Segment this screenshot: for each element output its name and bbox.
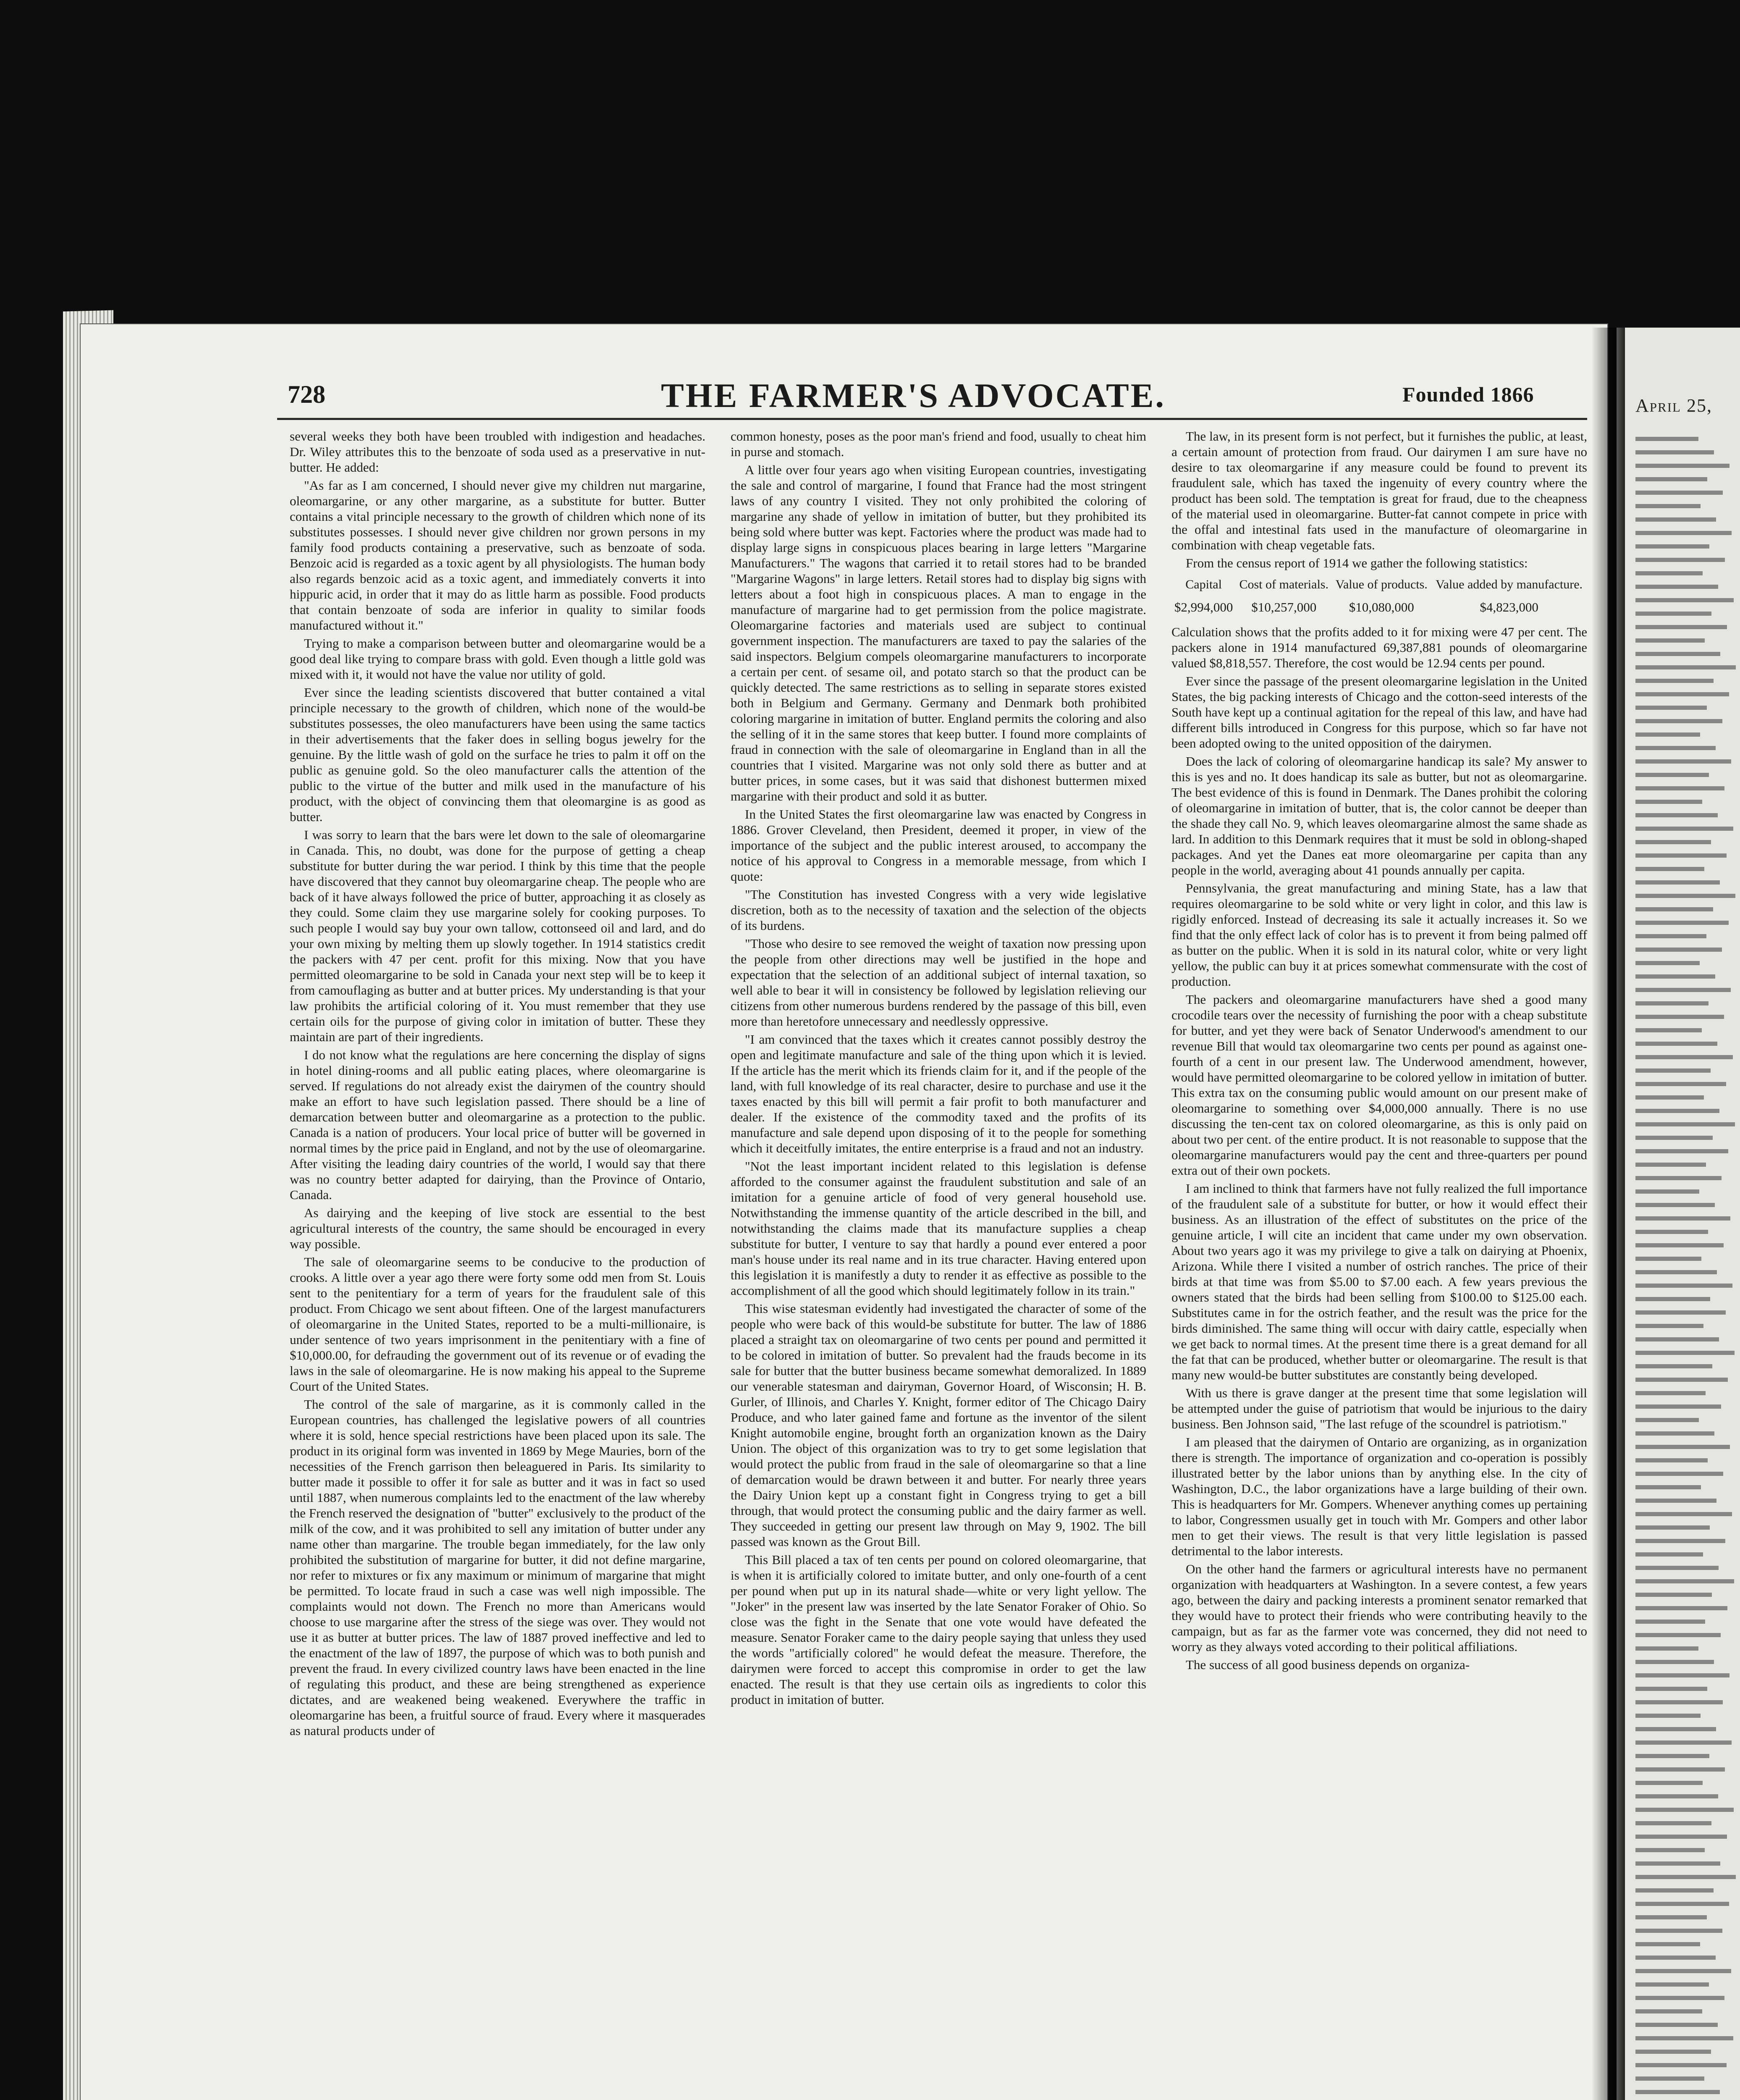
facing-page-text-line [1635, 880, 1720, 885]
facing-page-text-line [1635, 1095, 1704, 1100]
facing-page-text-line [1635, 558, 1725, 562]
facing-page-text-line [1635, 612, 1711, 616]
paragraph: As dairying and the keeping of live stock are essential to the best agricultural interests of the country, the same should be encouraged in every way possible. [290, 1205, 705, 1251]
facing-page-text-line [1635, 1297, 1710, 1301]
paragraph: Pennsylvania, the great manufacturing and mining State, has a law that requires oleomargarine to be sold white or very light in color, and this law is rigidly enforced. Instead of decreasing its sale it actually increases it. So we find that the only effect lack of color has is to prevent it from being palmed off as butter on the public. When it is sold in its natural color, white or very light yellow, the public can buy it at prices somewhat commensurate with the cost of production. [1171, 881, 1587, 989]
paragraph: I am pleased that the dairymen of Ontario are organizing, as in organization there is strength. The importance of organization and co-operation is possibly illustrated better by the labor unions than by anything else. In the city of Washington, D.C., the labor organizations have a large building of their own. This is headquarters for Mr. Gompers. Whenever anything comes up pertaining to labor, Congressmen usually get in touch with Mr. Gompers and other labor men to get their views. The result is that very little legislation is passed detrimental to the labor interests. [1171, 1435, 1587, 1558]
facing-page-text-line [1635, 1754, 1709, 1758]
paragraph: The law, in its present form is not perfect, but it furnishes the public, at least, a certain amount of protection from fraud. Our dairymen I am sure have no desire to tax oleomargarine if any measure could be found to prevent its fraudulent sale, which has taxed the ingenuity of every country where the product has been sold. The temptation is great for fraud, due to the cheapness of the material used in oleomargarine. Butter-fat cannot compete in price with the offal and intestinal fats used in the manufacture of oleomargarine in combination with cheap vegetable fats. [1171, 429, 1587, 552]
quote-paragraph: "Those who desire to see removed the weight of taxation now pressing upon the people from other directions may well be justified in the hope and expectation that the selection of an additional subject of internal taxation, so well able to bear it will in consistency be followed by legislation relieving our citizens from other numerous burdens rendered by the passage of this bill, even more than heretofore unnecessary and needlessly oppressive. [731, 936, 1146, 1029]
facing-page-text-line [1635, 1378, 1728, 1382]
facing-page-text-line [1635, 1216, 1730, 1221]
facing-page-text-line [1635, 1418, 1699, 1422]
facing-page-text-line [1635, 894, 1735, 898]
facing-page-text-line [1635, 1956, 1716, 1960]
facing-page-text-line [1635, 1821, 1711, 1825]
facing-page-text-line [1635, 1888, 1714, 1893]
paragraph: Ever since the leading scientists discovered that butter contained a vital principle necessary to the growth of children, which none of the would-be substitutes possesses, the oleo manufacturers have been using the same tactics in their advertisements that the faker does in selling bogus jewelry for the genuine. By the little wash of gold on the surface he tries to palm it off on the public as genuine gold. So the oleo manufacturer calls the attention of the public to the virtue of the butter and milk used in the manufacture of his product, with the object of convincing them that oleomargine is as good as butter. [290, 685, 705, 824]
facing-page-text-line [1635, 1243, 1724, 1247]
facing-page-text-line [1635, 1028, 1702, 1032]
paragraph: Ever since the passage of the present oleomargarine legislation in the United States, the big packing interests of Chicago and the cotton-seed interests of the South have kept up a continual agitation for the repeal of this law, and have had different bills introduced in Congress for this purpose, which so far have not been adopted owing to the united opposition of the dairymen. [1171, 674, 1587, 751]
paragraph: several weeks they both have been troubled with indigestion and headaches. Dr. Wiley attributes this to the benzoate of soda used as a preservative in nut-butter. He added: [290, 429, 705, 475]
facing-page-text-line [1635, 1875, 1736, 1879]
facing-page-text-line [1635, 1431, 1714, 1436]
facing-page-text-line [1635, 840, 1711, 844]
facing-page-text-line [1635, 1861, 1720, 1866]
facing-page-text-line [1635, 1472, 1723, 1476]
facing-page-text-line [1635, 800, 1702, 804]
facing-page-text-line [1635, 1391, 1706, 1395]
facing-page-text-line [1635, 1781, 1703, 1785]
facing-page-text-line [1635, 719, 1722, 723]
facing-page-text-line [1635, 437, 1698, 441]
facing-page-text-line [1635, 1485, 1701, 1489]
facing-page-text-line [1635, 477, 1707, 481]
facing-page-text-line [1635, 1337, 1719, 1341]
facing-page-text-line [1635, 1539, 1725, 1543]
gutter-shadow [1591, 328, 1625, 2100]
facing-page-text-line [1635, 1109, 1719, 1113]
census-value-cost: $10,257,000 [1251, 600, 1317, 614]
facing-page-text-line [1635, 1230, 1708, 1234]
facing-page-text-line [1635, 1620, 1705, 1624]
facing-page-text-line [1635, 1633, 1721, 1637]
facing-page-text-line [1635, 1351, 1735, 1355]
facing-page-text-line [1635, 1808, 1734, 1812]
facing-page-text-line [1635, 1310, 1726, 1315]
facing-page-text-line [1635, 1082, 1726, 1086]
facing-page-text-line [1635, 1136, 1713, 1140]
facing-page-text-line [1635, 1714, 1701, 1718]
facing-page-text-line [1635, 1646, 1698, 1651]
quote-paragraph: "I am convinced that the taxes which it creates cannot possibly destroy the open and legitimate manufacture and sale of the thing upon which it is levied. If the article has the merit which its friends claim for it, and if the people of the land, with full knowledge of its real character, desire to purchase and use it the taxes enacted by this bill will permit a fair profit to both manufacturer and dealer. If the existence of the commodity taxed and the profits of its manufacture and sale depend upon disposing of it to the people for something which it deceitfully imitates, the entire enterprise is a fraud and not an industry. [731, 1032, 1146, 1155]
facing-page-text-line [1635, 1404, 1721, 1409]
census-table-header-row [1171, 576, 1587, 598]
facing-page-text-line [1635, 1902, 1729, 1906]
facing-page-text-line [1635, 464, 1730, 468]
facing-page-text-line [1635, 1445, 1730, 1449]
facing-page-text-line [1635, 706, 1707, 710]
facing-page-text-line [1635, 974, 1715, 979]
paragraph: I was sorry to learn that the bars were let down to the sale of oleomargarine in Canada. This, no doubt, was done for the purpose of getting a cheap substitute for butter during the war period. I think by this time that the people have discovered that they cannot buy oleomargarine cheap. The people who are back of it have always followed the price of butter, approaching it as closely as they could. Some claim they use margarine solely for cooking purposes. To such people I would say buy your own tallow, cottonseed oil and lard, and do your own mixing by melting them up slowly together. In 1914 statistics credit the packers with 47 per cent. profit for this mixing. Now that you have permitted oleomargarine to be sold in Canada your next step will be to keep it from camouflaging as butter and at butter prices. My understanding is that your law prohibits the artificial coloring of it. You must remember that they use certain oils for the purpose of giving color in imitation of butter. These they maintain are part of their ingredients. [290, 827, 705, 1044]
paragraph: In the United States the first oleomargarine law was enacted by Congress in 1886. Grover Cleveland, then President, deemed it proper, in view of the importance of the subject and the public interest aroused, to accompany the notice of his approval to Congress in a memorable message, from which I quote: [731, 807, 1146, 884]
facing-page-text-line [1635, 1982, 1709, 1987]
facing-page-text-line [1635, 1929, 1722, 1933]
page-number: 728 [288, 381, 325, 408]
facing-page-text-line [1635, 1189, 1699, 1194]
facing-page-text-line [1635, 504, 1701, 508]
facing-page-text-line [1635, 1257, 1701, 1261]
facing-page-text-line [1635, 1566, 1719, 1570]
paragraph: The packers and oleomargarine manufacturers have shed a good many crocodile tears over the necessity of furnishing the poor with a cheap substitute for butter, and yet they were back of Senator Underwood's amendment to our revenue Bill that would tax oleomargarine two cents per pound as against one-fourth of a cent in our present law. The Underwood amendment, however, would have permitted oleomargarine to be colored yellow in imitation of butter. This extra tax on the consuming public would amount on our present make of oleomargarine to something over $4,000,000 annually. There is no use discussing the ten-cent tax on colored oleomargarine, as this is only paid on about two per cent. of the entire product. It is not reasonable to suppose that the oleomargarine manufacturers would pay the cent and three-quarters per pound extra out of their own pockets. [1171, 992, 1587, 1178]
facing-page-text-line [1635, 1687, 1707, 1691]
facing-page-text-line [1635, 1915, 1707, 1919]
facing-page-text-line [1635, 1525, 1710, 1530]
facing-page-text-line [1635, 1606, 1727, 1610]
census-value-capital: $2,994,000 [1174, 600, 1233, 614]
facing-page-text-line [1635, 1579, 1734, 1583]
facing-page-text-line [1635, 1767, 1725, 1772]
paragraph: Does the lack of coloring of oleomargarine handicap its sale? My answer to this is yes and no. It does handicap its sale as butter, but not as oleomargarine. The best evidence of this is found in Denmark. The Danes prohibit the coloring of oleomargarine in imitation of butter, that is, the color cannot be deeper than the shade they call No. 9, which leaves oleomargarine almost the same shade as lard. In addition to this Denmark requires that it must be sold in oblong-shaped packages. And yet the Danes eat more oleomargarine per capita than any people in the world, averaging about 41 pounds annually per capita. [1171, 754, 1587, 877]
masthead: THE FARMER'S ADVOCATE. [661, 376, 1166, 415]
facing-page-text-line [1635, 1740, 1732, 1745]
facing-page-text-line [1635, 961, 1700, 965]
facing-page-text-line [1635, 1727, 1716, 1731]
facing-page-text-line [1635, 1552, 1703, 1557]
facing-page-text-line [1635, 598, 1734, 602]
facing-page-text-line [1635, 1458, 1708, 1462]
facing-page-text-line [1635, 907, 1713, 911]
facing-page-text-line [1635, 2090, 1720, 2094]
census-value-added: $4,823,000 [1480, 600, 1538, 614]
facing-page-text-line [1635, 1996, 1724, 2000]
facing-page-text-line [1635, 1042, 1717, 1046]
facing-page-text-line [1635, 450, 1714, 454]
facing-page-text-line [1635, 786, 1724, 790]
census-header-cost: Cost of materials. [1239, 578, 1329, 591]
facing-page-text-line [1635, 1660, 1714, 1664]
facing-page-text-line [1635, 934, 1706, 938]
facing-page-text-line [1635, 1163, 1706, 1167]
paragraph: I am inclined to think that farmers have not fully realized the full importance of the fraudulent sale of a substitute for butter, or how it would effect their business. As an illustration of the effect of substitutes on the price of the genuine article, I will cite an incident that came under my own observation. About two years ago it was my privilege to give a talk on dairying at Phoenix, Arizona. While there I visited a number of ostrich ranches. The price of their birds at that time was from $5.00 to $7.00 each. A few years previous the owners stated that the birds had been selling from $100.00 to $125.00 each. Substitutes came in for the ostrich feather, and the result was the price for the birds diminished. The same thing will occur with dairy cattle, especially when we get back to normal times. At the present time there is a great demand for all the fat that can be produced, whether butter or oleomargarine. The result is that many new would-be butter substitutes are constantly being developed. [1171, 1181, 1587, 1382]
paragraph: Calculation shows that the profits added to it for mixing were 47 per cent. The packers alone in 1914 manufactured 69,387,881 pounds of oleomargarine valued $8,818,557. Therefore, the cost would be 12.94 cents per pound. [1171, 625, 1587, 670]
facing-page-text-line [1635, 571, 1703, 575]
paragraph: With us there is grave danger at the present time that some legislation will be attempted under the guise of patriotism that would be injurious to the dairy business. Ben Johnson said, "The last refuge of the scoundrel is patriotism." [1171, 1386, 1587, 1431]
facing-page-text-line [1635, 1149, 1728, 1153]
facing-page-text-line [1635, 988, 1731, 992]
facing-page-text-line [1635, 2063, 1727, 2067]
facing-page-text-line [1635, 867, 1704, 871]
facing-page-text-line [1635, 1176, 1722, 1180]
facing-page-text-line [1635, 531, 1732, 535]
facing-page-text-line [1635, 1848, 1705, 1852]
facing-page-text-line [1635, 585, 1718, 589]
facing-page-text-line [1635, 1593, 1712, 1597]
facing-page-text-line [1635, 773, 1709, 777]
facing-page-text-line [1635, 2036, 1733, 2040]
facing-page-text-line [1635, 921, 1729, 925]
quote-paragraph: "The Constitution has invested Congress with a very wide legislative discretion, both as to the necessity of taxation and the selection of the objects of its burdens. [731, 887, 1146, 933]
facing-page-text-line [1635, 1942, 1700, 1946]
paragraph: A little over four years ago when visiting European countries, investigating the sale and control of margarine, I found that France had the most stringent laws of any country I visited. They not only prohibited the coloring of margarine any shade of yellow in imitation of butter, but they prohibited its being sold where butter was kept. Factories where the product was made had to display large signs in conspicuous places bearing in large letters "Margarine Manufacturers." The wagons that carried it to retail stores had to be branded "Margarine Wagons" in large letters. Retail stores had to display big signs with letters about a foot high in conspicuous places. A man to engage in the manufacture of margarine had to get permission from the police magistrate. Oleomargarine factories and materials used are subject to continual government inspection. The manufacturers are taxed to pay the salaries of the said inspectors. Belgium compels oleomargarine manufacturers to incorporate a certain per cent. of sesame oil, and potato starch so that the product can be quickly detected. The same restrictions as to selling in separate stores existed both in Belgium and Germany. Germany and Denmark both prohibited coloring margarine in imitation of butter. England permits the coloring and also the selling of it in the same stores that keep butter. I found more complaints of fraud in connection with the sale of oleomargarine in England than in all the countries that I visited. Margarine was not only sold there as butter and at butter prices, in some cases, but it was said that dishonest buttermen mixed margarine with their product and sold it as butter. [731, 462, 1146, 803]
facing-page-text-line [1635, 1794, 1718, 1798]
facing-page-text-line [1635, 1673, 1730, 1677]
founded-label: Founded 1866 [1402, 383, 1534, 406]
facing-page-text-line [1635, 813, 1718, 817]
paragraph: Trying to make a comparison between butter and oleomargarine would be a good deal like trying to compare brass with gold. Even though a little gold was mixed with it, it would not have the value nor utility of gold. [290, 636, 705, 682]
facing-page-text-line [1635, 665, 1736, 669]
facing-page-text-line [1635, 679, 1714, 683]
header-rule [277, 418, 1587, 420]
article-column-1 [290, 428, 705, 2100]
facing-page-text-line [1635, 2050, 1711, 2054]
facing-page-text-line [1635, 1324, 1703, 1328]
facing-page-text-line [1635, 1512, 1732, 1516]
facing-page-text-line [1635, 1015, 1724, 1019]
facing-page-text-line [1635, 1835, 1727, 1839]
facing-page-text-line [1635, 652, 1720, 656]
facing-page-text-line [1635, 2023, 1718, 2027]
paragraph: common honesty, poses as the poor man's friend and food, usually to cheat him in purse and stomach. [731, 429, 1146, 459]
paragraph: The control of the sale of margarine, as it is commonly called in the European countries, has challenged the legislative powers of all countries where it is sold, hence special restrictions have been placed upon its sale. The product in its original form was invented in 1869 by Mege Mauries, born of the necessities of the French garrison then beleaguered in Paris. Its similarity to butter made it possible to offer it for sale as butter and it was in fact so used until 1887, when numerous complaints led to the enactment of the law whereby the French reserved the designation of "butter" exclusively to the product of the milk of the cow, and it was prohibited to sell any imitation of butter under any name other than margarine. The trouble began immediately, for the law only prohibited the substitution of margarine for butter, it did not define margarine, nor refer to mixtures or fix any maximum or minimum of margarine that might be permitted. To locate fraud in such a case was well nigh impossible. The complaints would not down. The French no more than Americans would choose to use margarine after the stress of the siege was over. They would not use it as butter at butter prices. The law of 1887 proved ineffective and led to the enactment of the law of 1897, the purpose of which was to both punish and prevent the fraud. In every civilized country laws have been enacted in the line of regulating this product, and these are being strengthened as experience dictates, and are weakened being weakened. Everywhere the traffic in oleomargarine has been, a fruitful source of fraud. Every where it masquerades as natural products under of [290, 1397, 705, 1738]
facing-page-text-line [1635, 1001, 1709, 1005]
facing-page-text-line [1635, 1270, 1717, 1274]
paragraph: I do not know what the regulations are here concerning the display of signs in hotel dining-rooms and all public eating places, where oleomargarine is served. If regulations do not already exist the dairymen of the country should make an effort to have such legislation passed. There should be a line of demarcation between butter and oleomargarine as a protection to the public. Canada is a nation of producers. Your local price of butter will be governed in normal times by the price paid in England, and not by the use of oleomargarine. After visiting the leading dairy countries of the world, I would say that there was no country better adapted for dairying, than the Province of Ontario, Canada. [290, 1047, 705, 1202]
census-value-value: $10,080,000 [1349, 600, 1414, 614]
facing-page-text-line [1635, 1122, 1735, 1126]
paragraph: "As far as I am concerned, I should never give my children nut margarine, oleomargarine, or any other margarine, as a substitute for butter. Butter contains a vital principle necessary to the growth of children which none of its substitutes possesses. I should never give children nor grown persons in my family food products containing a preservative, such as benzoate of soda. Benzoic acid is regarded as a toxic agent by all physiologists. The human body also regards benzoic acid as a toxic agent, and immediately converts it into hippuric acid, in order that it may do as little harm as possible. Food products that contain benzoate of soda are inferior in quality to similar foods manufactured without it." [290, 478, 705, 633]
census-table [1171, 576, 1587, 617]
census-header-added: Value added by manufacture. [1436, 578, 1583, 591]
facing-page-text-line [1635, 1700, 1723, 1704]
facing-page-text-line [1635, 948, 1722, 952]
facing-page-text-line [1635, 1203, 1715, 1207]
census-header-value: Value of products. [1335, 578, 1428, 591]
paragraph: The sale of oleomargarine seems to be conducive to the production of crooks. A little over a year ago there were forty some odd men from St. Louis sent to the penitentiary for a term of years for the fraudulent sale of this product. From Chicago we sent about fifteen. One of the largest manufacturers of oleomargarine in the United States, reported to be a multi-millionaire, is under sentence of two years imprisonment in the penitentiary with a fine of $10,000.00, for defrauding the government out of its revenue or of evading the laws in the sale of oleomargarine. He is now making his appeal to the Supreme Court of the United States. [290, 1255, 705, 1394]
facing-page-text-line [1635, 544, 1709, 549]
facing-page-text-line [1635, 517, 1716, 522]
census-header-capital: Capital [1185, 578, 1222, 591]
census-table-row [1171, 598, 1587, 617]
paragraph: On the other hand the farmers or agricultural interests have no permanent organization with headquarters at Washington. In a severe contest, a few years ago, between the dairy and packing interests a prominent senator remarked that they would have to protect their friends who were contributing heavily to the campaign, but as far as the farmer vote was concerned, they did not need to worry as they always voted according to their political affiliations. [1171, 1562, 1587, 1654]
facing-page-text-line [1635, 759, 1731, 764]
paragraph: From the census report of 1914 we gather the following statistics: [1186, 556, 1528, 570]
facing-page-text-line [1635, 1055, 1733, 1059]
article-column-2 [731, 428, 1146, 2100]
facing-page-text-line [1635, 732, 1700, 737]
facing-page-text-line [1635, 827, 1733, 831]
facing-page-text-line [1635, 692, 1729, 696]
facing-page-text-line [1635, 638, 1705, 643]
paragraph: This Bill placed a tax of ten cents per pound on colored oleomargarine, that is when it is artificially colored to imitate butter, and only one-fourth of a cent per pound when put up in its natural shade—white or very light yellow. The "Joker" in the present law was inserted by the late Senator Foraker of Ohio. So close was the fight in the Senate that one vote would have defeated the measure. Senator Foraker came to the dairy people saying that unless they used the words "artificially colored" he would defeat the measure. Therefore, the dairymen were forced to accept this compromise in order to get the law enacted. The result is that they use certain oils as ingredients to color this product in imitation of butter. [731, 1552, 1146, 1707]
facing-page-text-line [1635, 853, 1727, 858]
facing-page-text-line [1635, 1499, 1716, 1503]
facing-page-text-line [1635, 1364, 1712, 1368]
facing-page-date: April 25, [1635, 395, 1712, 416]
facing-page [1617, 328, 1740, 2100]
facing-page-text-line [1635, 746, 1716, 750]
facing-page-text-line [1635, 1969, 1731, 1973]
facing-page-text-line [1635, 2009, 1702, 2013]
paragraph: This wise statesman evidently had investigated the character of some of the people who were back of this would-be substitute for butter. The law of 1886 placed a straight tax on oleomargarine of two cents per pound and permitted it to be colored in imitation of butter. So prevalent had the frauds become in its sale for butter that the butter business became somewhat demoralized. In 1889 our venerable statesman and dairyman, Governor Hoard, of Wisconsin; H. B. Gurler, of Illinois, and Charles Y. Knight, former editor of The Chicago Dairy Produce, and who later gained fame and fortune as the inventor of the silent Knight automobile engine, brought forth an organization known as the Dairy Union. The object of this organization was to try to get some legislation that would protect the public from fraud in the sale of oleomargarine so that a line of demarcation would be drawn between it and butter. For nearly three years the Dairy Union kept up a constant fight in Congress trying to get a bill through, that would protect the consuming public and the dairy farmer as well. They succeeded in getting our present law through on May 9, 1902. The bill passed was known as the Grout Bill. [731, 1301, 1146, 1549]
facing-page-text-line [1635, 491, 1723, 495]
facing-page-text-line [1635, 625, 1727, 629]
facing-page-text-line [1635, 1284, 1732, 1288]
paragraph: The success of all good business depends on organiza- [1186, 1657, 1470, 1672]
quote-paragraph: "Not the least important incident related to this legislation is defense afforded to the consumer against the fraudulent substitution and sale of an imitation for a genuine article of food of very general household use. Notwithstanding the immense quantity of the article described in the bill, and notwithstanding the claims made that its manufacture supplies a cheap substitute for butter, I venture to say that hardly a pound ever entered a poor man's house under its real name and in its true character. Having entered upon this legislation it is manifestly a duty to render it as effective as possible to the accomplishment of all the good which should legitimately follow in its train." [731, 1159, 1146, 1298]
facing-page-text-line [1635, 1068, 1711, 1073]
article-column-3 [1171, 428, 1587, 2100]
facing-page-text-line [1635, 2076, 1704, 2081]
